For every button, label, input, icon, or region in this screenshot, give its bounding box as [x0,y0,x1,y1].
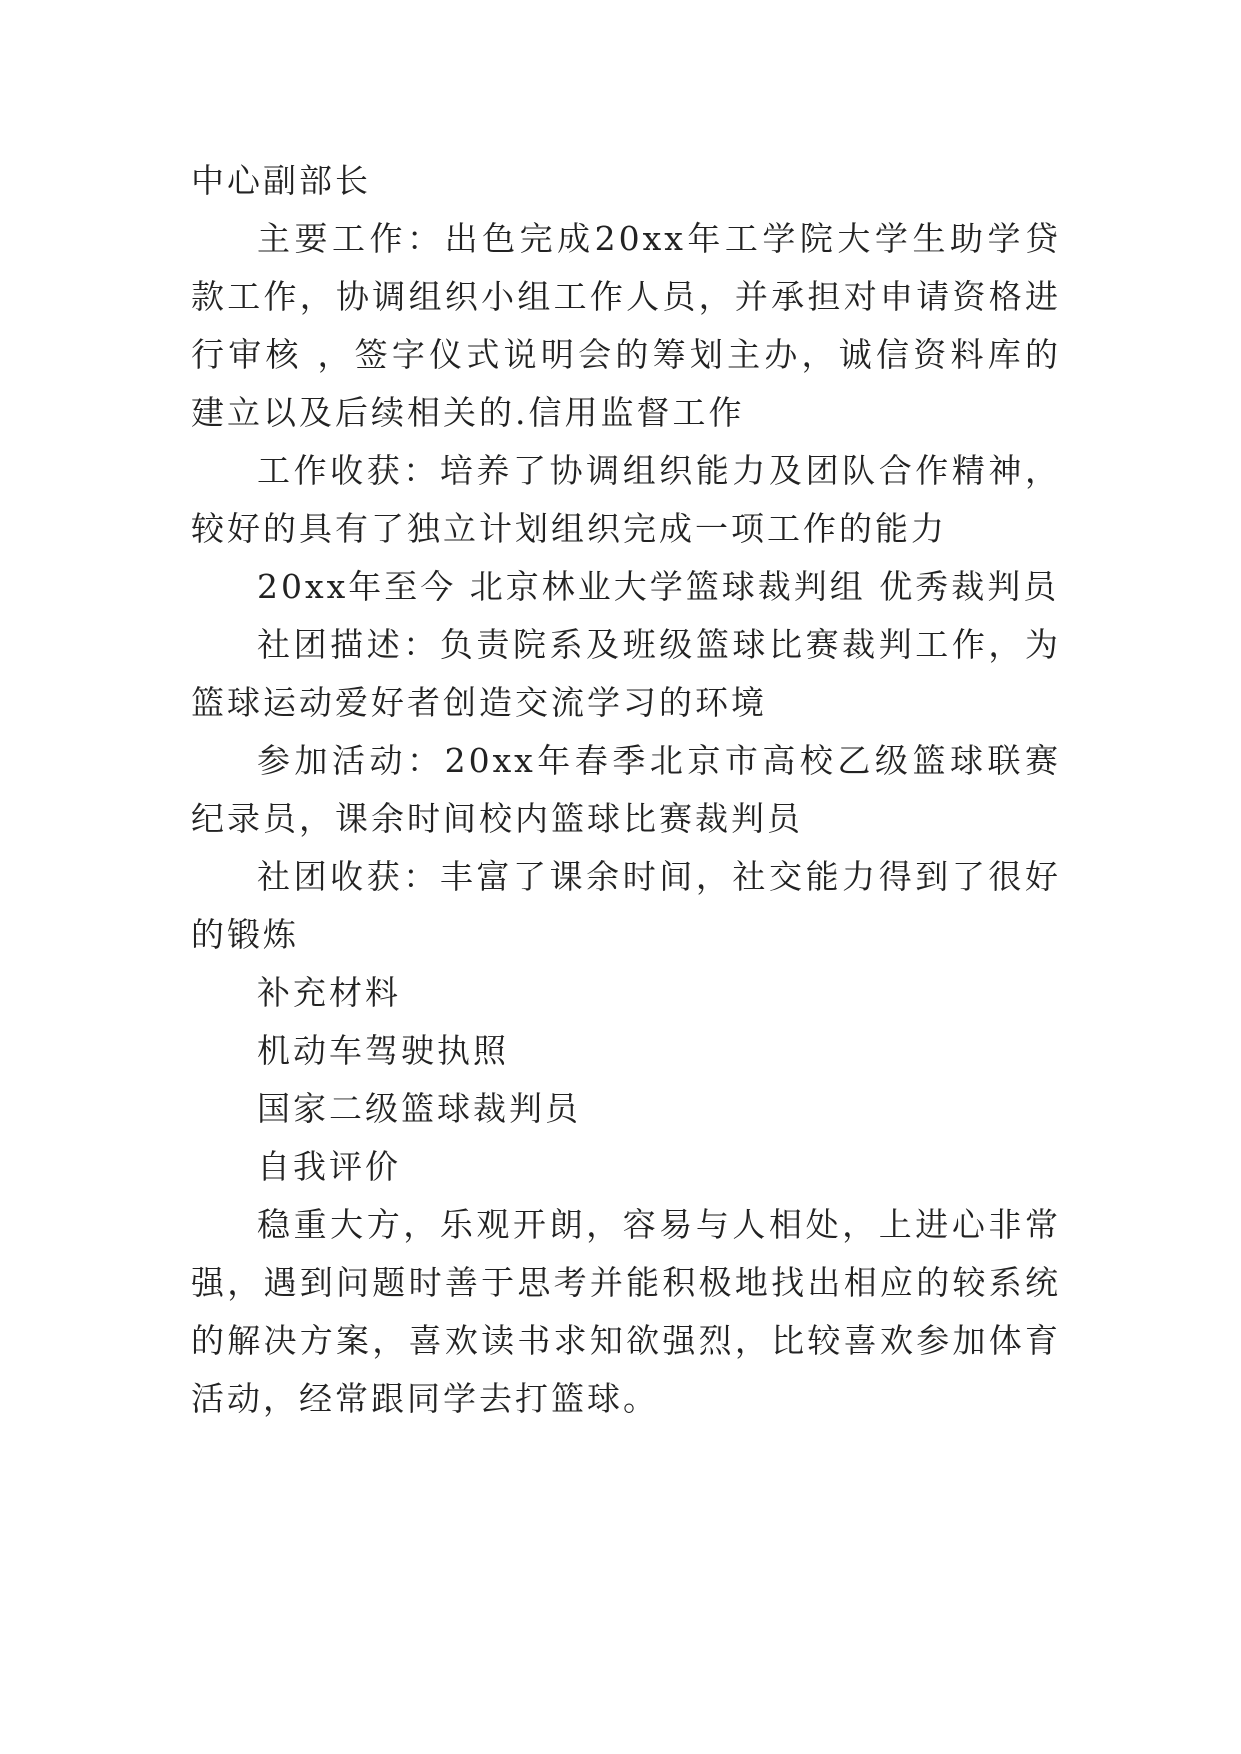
paragraph-role-title: 中心副部长 [191,161,371,200]
paragraph-club-description: 社团描述：负责院系及班级篮球比赛裁判工作，为篮球运动爱好者创造交流学习的环境 [191,625,1061,722]
paragraph-club-gains: 社团收获：丰富了课余时间，社交能力得到了很好的锻炼 [191,857,1061,954]
heading-supplementary: 补充材料 [257,973,401,1012]
item-referee-cert: 国家二级篮球裁判员 [257,1089,581,1128]
paragraph-referee-group: 20xx年至今 北京林业大学篮球裁判组 优秀裁判员 [257,567,1060,606]
heading-self-evaluation: 自我评价 [257,1147,401,1186]
document-body [191,152,1061,1428]
item-driving-license: 机动车驾驶执照 [257,1031,509,1070]
paragraph-work-gains: 工作收获：培养了协调组织能力及团队合作精神，较好的具有了独立计划组织完成一项工作的能力 [191,451,1061,548]
paragraph-self-evaluation: 稳重大方，乐观开朗，容易与人相处，上进心非常强，遇到问题时善于思考并能积极地找出相应的较系统的解决方案，喜欢读书求知欲强烈，比较喜欢参加体育活动，经常跟同学去打篮球。 [191,1205,1061,1418]
paragraph-main-work: 主要工作：出色完成20xx年工学院大学生助学贷款工作，协调组织小组工作人员，并承担对申请资格进行审核 ，签字仪式说明会的筹划主办，诚信资料库的建立以及后续相关的.信用监督工作 [191,219,1061,432]
paragraph-activities: 参加活动：20xx年春季北京市高校乙级篮球联赛纪录员，课余时间校内篮球比赛裁判员 [191,741,1061,838]
